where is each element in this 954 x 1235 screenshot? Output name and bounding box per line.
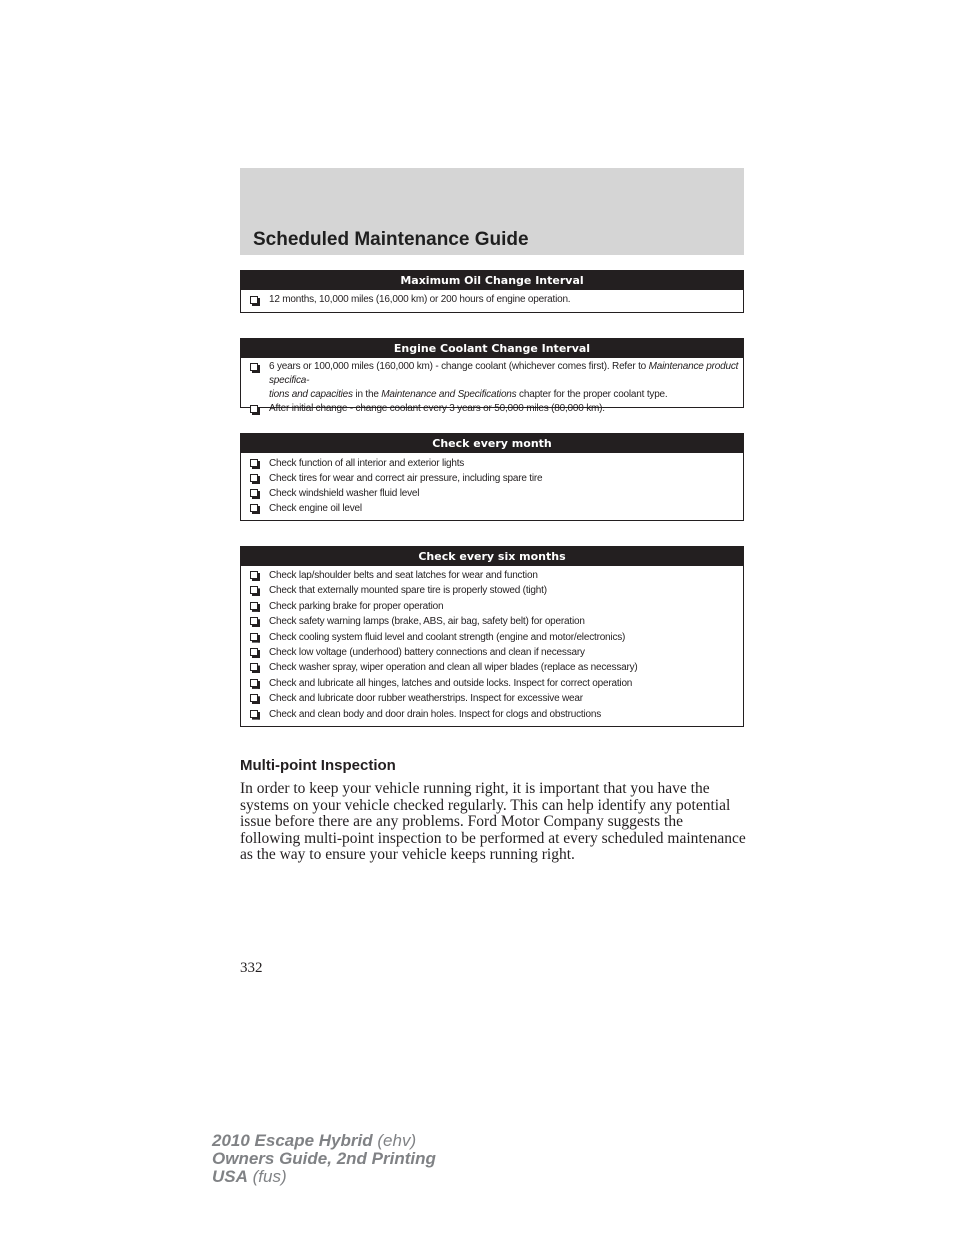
checkbox-icon — [250, 617, 258, 625]
checkbox-icon — [250, 459, 258, 467]
checkbox-icon — [250, 363, 258, 371]
checklist-item-text: Check and lubricate all hinges, latches and outside locks. Inspect for correct operation — [269, 677, 633, 689]
checkbox-icon — [250, 633, 258, 641]
checklist-item — [249, 471, 739, 486]
checklist-item — [249, 583, 739, 598]
checklist-item — [249, 402, 739, 416]
checkbox-icon — [250, 405, 258, 413]
page-number: 332 — [240, 960, 263, 976]
checkbox-icon — [250, 710, 258, 718]
checkbox-icon — [250, 474, 258, 482]
checklist-item — [249, 660, 739, 675]
checklist-item-text: Check engine oil level — [269, 503, 362, 514]
checklist-item — [249, 293, 739, 308]
coolant-change-table-heading: Engine Coolant Change Interval — [241, 339, 743, 358]
checklist-item-text: Check low voltage (underhood) battery connections and clean if necessary — [269, 647, 585, 659]
checklist-item — [249, 676, 739, 691]
footer-imprint — [212, 1132, 436, 1186]
checklist-item-text: Check washer spray, wiper operation and clean all wiper blades (replace as necessary) — [269, 662, 638, 674]
header-band — [240, 168, 744, 255]
checklist-item — [249, 501, 739, 516]
checklist-item-text: Check parking brake for proper operation — [269, 600, 444, 612]
checkbox-icon — [250, 296, 258, 304]
checkbox-icon — [250, 694, 258, 702]
footer-line-model: 2010 Escape Hybrid (ehv) — [212, 1131, 417, 1150]
checklist-item-text: Check and lubricate door rubber weatherstrips. Inspect for excessive wear — [269, 693, 583, 705]
checklist-item-text: Check lap/shoulder belts and seat latches for wear and function — [269, 570, 538, 581]
page-title: Scheduled Maintenance Guide — [253, 229, 529, 250]
checklist-item — [249, 568, 739, 583]
checklist-item-text: Check safety warning lamps (brake, ABS, air bag, safety belt) for operation — [269, 616, 585, 628]
checklist-item — [249, 630, 739, 645]
checkbox-icon — [250, 679, 258, 687]
checkbox-icon — [250, 663, 258, 671]
checkbox-icon — [250, 602, 258, 610]
coolant-change-table — [240, 338, 744, 414]
checklist-item — [249, 456, 739, 471]
oil-change-table-heading: Maximum Oil Change Interval — [241, 271, 743, 290]
checklist-item-text: Check and clean body and door drain holes. Inspect for clogs and obstructions — [269, 708, 602, 720]
checklist-item-text: After initial change - change coolant every 3 years or 50,000 miles (80,000 km). — [269, 403, 605, 414]
checklist-item-text: Check tires for wear and correct air pressure, including spare tire — [269, 473, 543, 484]
checklist-item-text: 12 months, 10,000 miles (16,000 km) or 200 hours of engine operation. — [269, 294, 571, 305]
checklist-item-text: Check cooling system fluid level and coolant strength (engine and motor/electronics) — [269, 631, 626, 643]
checklist-item — [249, 645, 739, 660]
checklist-item — [249, 707, 739, 722]
monthly-check-table-heading: Check every month — [241, 434, 743, 453]
footer-line-edition: Owners Guide, 2nd Printing — [212, 1149, 436, 1168]
body-paragraph: In order to keep your vehicle running right, it is important that you have the systems on your vehicle checked regularly. This can help identify any potential issue before there are any problems. Ford Motor Company suggests the following multi-point inspection to be performed at every scheduled maintenance as the way to ensure your vehicle keeps running right. — [240, 780, 746, 864]
six-month-check-table-heading: Check every six months — [241, 547, 743, 566]
oil-change-table — [240, 270, 744, 313]
checklist-item-text: Check function of all interior and exterior lights — [269, 458, 465, 469]
checkbox-icon — [250, 489, 258, 497]
checklist-item-text: 6 years or 100,000 miles (160,000 km) - change coolant (whichever comes first). Refer to Maintenance product specifica- tions and capacities in the Maintenance and Specifications chapter for the proper coolant type. — [269, 361, 739, 400]
six-month-check-table — [240, 546, 744, 727]
checklist-item — [249, 614, 739, 629]
footer-line-market: USA (fus) — [212, 1167, 287, 1186]
checklist-item — [249, 599, 739, 614]
checklist-item — [249, 486, 739, 501]
checklist-item — [249, 691, 739, 706]
checkbox-icon — [250, 504, 258, 512]
checkbox-icon — [250, 648, 258, 656]
monthly-check-table — [240, 433, 744, 521]
section-heading: Multi-point Inspection — [240, 757, 396, 774]
checklist-item-text: Check that externally mounted spare tire is properly stowed (tight) — [269, 585, 547, 597]
checkbox-icon — [250, 586, 258, 594]
checklist-item — [249, 360, 739, 402]
checklist-item-text: Check windshield washer fluid level — [269, 488, 420, 499]
checkbox-icon — [250, 571, 258, 579]
